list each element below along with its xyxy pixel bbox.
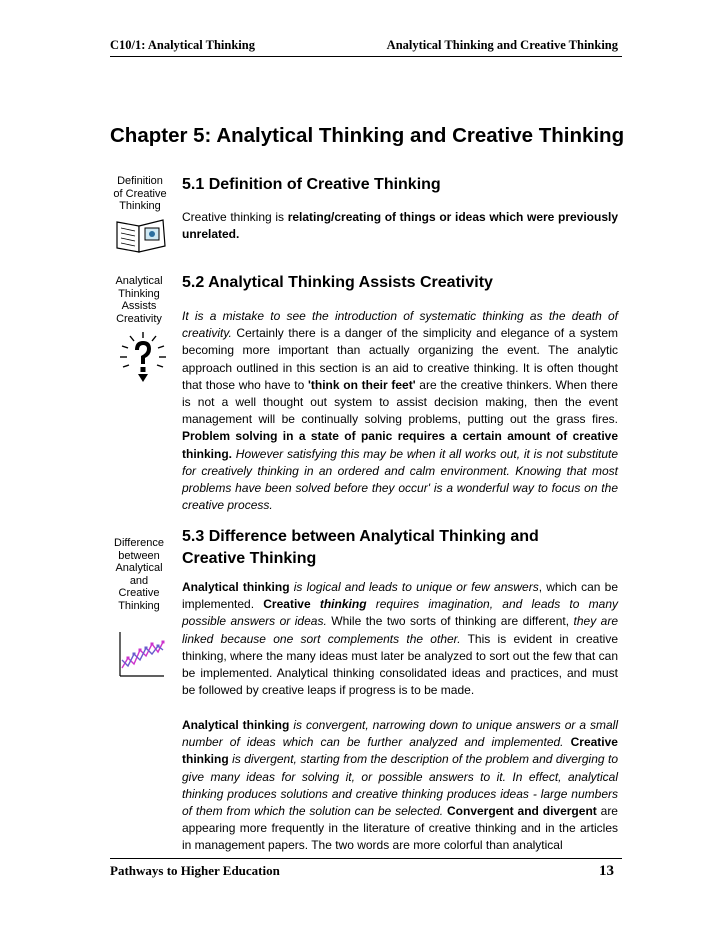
text-run: Certainly there is a danger of the simplicity and elegance of a system becoming more important than actually organizing the event. The analytic approach outlined in this section is an aid to creative thinking. It is often thought that those who have to [182,326,618,392]
margin-label-line: of Creative [113,187,167,200]
margin-label-definition [110,175,170,213]
book-icon [113,216,169,254]
section-title-line: Creative Thinking [182,550,317,567]
margin-label-difference [110,537,168,612]
question-mark-icon [118,330,168,385]
text-run: While the two sorts of thinking are different, [326,614,574,629]
margin-label-line: Difference [114,537,164,549]
margin-label-line: Thinking [119,200,161,212]
footer-title: Pathways to Higher Education [110,863,280,878]
text-run: relating/creating of things or ideas which were previously unrelated. [182,210,619,242]
text-run: 'think on their feet' [308,377,416,392]
margin-label-line: Assists [121,300,157,312]
margin-label-line: Creativity [116,312,162,325]
section-title-5-2: 5.2 Analytical Thinking Assists Creativity [182,274,493,291]
text-run: is divergent, starting from the description of the problem and diverging to give many ideas for solving it, or possible answers to it. In effect, analytical thinking produces solutions and creative thinking produces ideas - large numbers of them from which the solution can be selected. [182,752,618,819]
margin-label-line: Definition [117,175,163,187]
section-title-5-3 [182,526,539,570]
margin-label-line: Analytical [115,275,163,287]
margin-label-assists [112,275,166,325]
section-5-3-paragraph-2 [182,717,618,855]
section-5-2-paragraph [182,308,618,514]
margin-label-line: and [129,574,149,587]
margin-label-line: Thinking [118,287,160,300]
margin-label-line: Thinking [118,599,160,612]
text-run: are appearing more frequently in the literature of creative thinking and in the articles in management papers. The two words are more colorful than analytical [182,804,618,853]
text-run: requires imagination, and leads to many possible answers or ideas. [182,597,618,629]
header-chapter: Analytical Thinking and Creative Thinking [386,38,618,52]
text-run: This is evident in creative thinking, where the many ideas must later be analyzed to sort out the few that can be implemented. Analytical thinking consolidated ideas and practices, and must be followed by creative leaps if progress is to be made. [182,631,618,698]
text-run: Convergent and divergent [447,804,597,819]
margin-label-line: Creative [118,587,160,599]
text-run: is convergent, narrowing down to unique answers or a small number of ideas which can be further analyzed and implemented. [182,718,619,750]
text-run: thinking [319,597,367,612]
page-number: 13 [599,863,614,879]
section-title-line: 5.3 Difference between Analytical Thinking and [182,528,539,545]
text-run: is logical and leads to unique or few answers [289,580,539,594]
page-header [110,38,622,57]
text-run: are the creative thinkers. When there is not a well thought out system to assist decision making, then the event management will be continually solving problems, putting out the grass fires. [182,377,618,427]
section-5-1-paragraph [182,209,618,243]
text-run: , which can be implemented. [182,580,618,612]
chapter-title: Chapter 5: Analytical Thinking and Creative Thinking [110,124,625,147]
text-run: Creative thinking is [182,210,288,224]
margin-label-line: between [118,549,160,562]
margin-label-line: Analytical [115,562,163,574]
section-5-3-paragraph-1 [182,579,618,699]
line-graph-icon [116,630,166,680]
text-run: Analytical thinking [182,580,290,594]
text-run: Problem solving in a state of panic requires a certain amount of creative thinking. [182,429,618,461]
text-run: Analytical thinking [182,718,290,732]
page-footer [110,858,622,879]
text-run: Creative thinking [182,735,618,767]
section-title-5-1: 5.1 Definition of Creative Thinking [182,176,441,193]
text-run: Creative [263,597,320,612]
text-run: It is a mistake to see the introduction of systematic thinking as the death of creativity. [182,309,618,341]
header-course: C10/1: Analytical Thinking [110,38,255,52]
text-run: they are linked because one sort complements the other. [182,614,619,646]
text-run: However satisfying this may be when it all works out, it is not substitute for creatively thinking in an ordered and calm environment. Knowing that most problems have been solved before they occur' is a wonderful way to focus on the creative process. [182,446,618,513]
text-run [564,735,571,749]
